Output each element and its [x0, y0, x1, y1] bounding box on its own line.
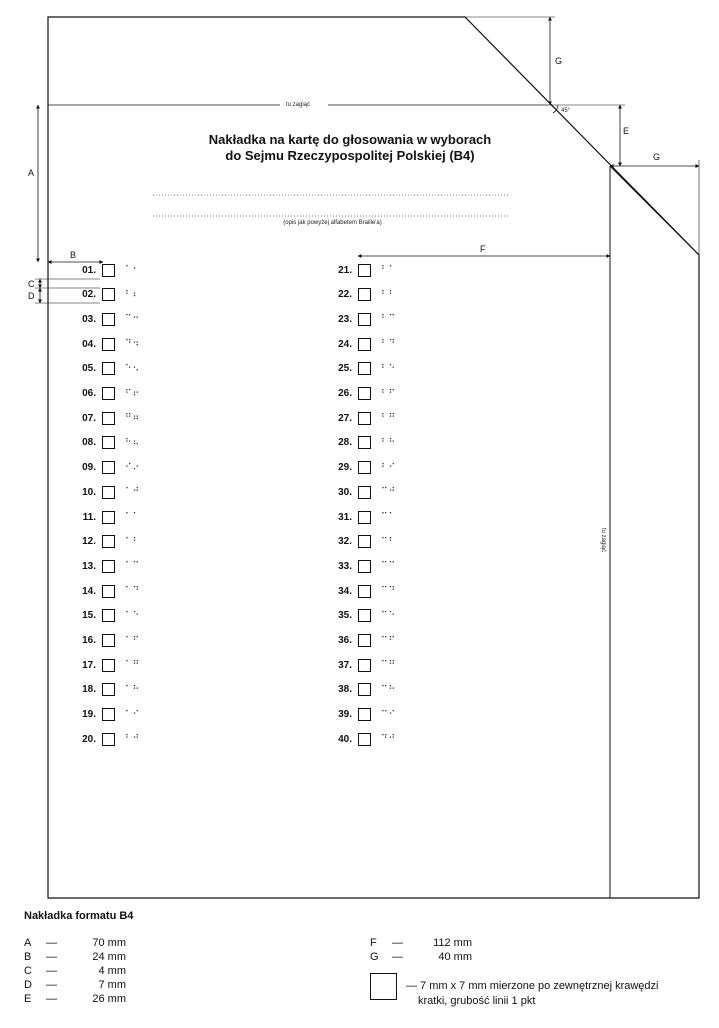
candidate-number: 17.	[82, 659, 96, 671]
legend-value: 4 mm	[98, 965, 126, 977]
vote-checkbox[interactable]	[102, 511, 115, 524]
candidate-row	[322, 262, 396, 278]
candidate-row	[66, 657, 140, 673]
angle-label: 45°	[561, 108, 571, 114]
candidate-number: 19.	[82, 709, 96, 721]
candidate-row	[66, 633, 140, 649]
candidate-number: 18.	[82, 684, 96, 696]
title-line-1: Nakładka na kartę do głosowania w wyborach	[208, 132, 492, 147]
vote-checkbox[interactable]	[358, 634, 371, 647]
candidate-row	[66, 386, 140, 402]
braille-number: ⠉⠃	[381, 536, 397, 547]
candidate-row	[322, 558, 396, 574]
braille-number: ⠓⠦	[125, 437, 141, 448]
vote-checkbox[interactable]	[102, 609, 115, 622]
legend-key: B	[24, 951, 32, 963]
legend-value: 24 mm	[92, 951, 126, 963]
braille-number: ⠉⠁	[381, 512, 397, 522]
braille-number: ⠉⠋	[381, 635, 397, 646]
candidate-row	[66, 460, 140, 476]
candidate-row	[322, 287, 396, 303]
legend-item	[24, 992, 126, 1006]
vote-checkbox[interactable]	[102, 313, 115, 326]
candidate-row	[66, 534, 140, 550]
candidate-number: 38.	[338, 684, 352, 696]
candidate-row	[322, 682, 396, 698]
candidate-row	[322, 336, 396, 352]
braille-number: ⠉⠚	[381, 487, 397, 498]
candidate-row	[322, 460, 396, 476]
candidate-row	[66, 361, 140, 377]
braille-number: ⠃⠊	[381, 462, 397, 473]
vote-checkbox[interactable]	[358, 412, 371, 425]
candidate-number: 16.	[82, 635, 96, 646]
candidate-row	[322, 633, 396, 649]
legend-value: 26 mm	[92, 993, 126, 1005]
candidate-row	[66, 336, 140, 352]
legend-item	[24, 978, 126, 992]
candidate-number: 05.	[82, 363, 96, 375]
braille-number: ⠉⠉	[381, 561, 397, 572]
candidate-number: 22.	[338, 289, 352, 301]
braille-number: ⠙⠲	[125, 339, 141, 350]
vote-checkbox[interactable]	[358, 264, 371, 277]
braille-number: ⠊⠔	[125, 462, 141, 473]
braille-number: ⠋⠖	[125, 388, 141, 399]
description-caption: (opis jak powyżej alfabetem Braille'a)	[283, 220, 382, 226]
candidate-number: 37.	[338, 659, 352, 671]
dimension-b-label: B	[70, 250, 77, 260]
candidate-number: 40.	[338, 733, 352, 745]
legend-key: F	[370, 937, 377, 949]
candidate-row	[66, 731, 140, 747]
candidate-row	[66, 509, 140, 525]
legend-dash: —	[392, 951, 403, 963]
candidate-number: 24.	[338, 338, 352, 350]
candidate-row	[66, 608, 140, 624]
legend-key: A	[24, 937, 32, 949]
candidate-number: 04.	[82, 338, 96, 350]
vote-checkbox[interactable]	[358, 733, 371, 746]
legend-dash: —	[46, 993, 57, 1005]
legend-dash: —	[392, 937, 403, 949]
candidate-number: 01.	[82, 264, 96, 276]
legend-item	[370, 936, 472, 950]
vote-checkbox[interactable]	[102, 288, 115, 301]
braille-number: ⠃⠉	[381, 314, 397, 325]
dimension-a-label: A	[28, 168, 35, 178]
candidate-number: 30.	[338, 486, 352, 498]
vote-checkbox[interactable]	[358, 387, 371, 400]
vote-checkbox[interactable]	[358, 511, 371, 524]
vote-checkbox[interactable]	[102, 264, 115, 277]
candidate-row	[66, 311, 140, 327]
braille-number: ⠁⠓	[125, 684, 141, 695]
vote-checkbox[interactable]	[358, 609, 371, 622]
candidate-row	[322, 311, 396, 327]
vote-checkbox[interactable]	[358, 535, 371, 548]
vote-checkbox[interactable]	[102, 436, 115, 449]
vote-checkbox[interactable]	[102, 486, 115, 499]
candidate-number: 35.	[338, 610, 352, 622]
braille-number: ⠁⠉	[125, 561, 141, 572]
candidate-number: 15.	[82, 610, 96, 622]
candidate-number: 14.	[82, 585, 96, 597]
vote-checkbox[interactable]	[358, 461, 371, 474]
legend-dash: —	[46, 937, 57, 949]
vote-checkbox[interactable]	[358, 659, 371, 672]
vote-checkbox[interactable]	[358, 288, 371, 301]
legend-right-column	[370, 936, 472, 964]
candidate-number: 25.	[338, 363, 352, 375]
candidate-number: 13.	[82, 560, 96, 572]
dimension-c-label: C	[28, 279, 35, 289]
braille-number: ⠁⠛	[125, 660, 141, 671]
title-line-2: do Sejmu Rzeczypospolitej Polskiej (B4)	[225, 148, 475, 163]
candidate-number: 28.	[338, 437, 352, 449]
vote-checkbox[interactable]	[358, 338, 371, 351]
braille-number: ⠃⠁	[381, 265, 397, 275]
dimension-g-top-label: G	[555, 56, 563, 66]
candidate-number: 39.	[338, 709, 352, 721]
vote-checkbox[interactable]	[102, 733, 115, 746]
vote-checkbox[interactable]	[102, 659, 115, 672]
braille-number: ⠉⠙	[381, 586, 397, 597]
braille-number: ⠁⠋	[125, 635, 141, 646]
candidate-number: 03.	[82, 313, 96, 325]
braille-number: ⠃⠓	[381, 437, 397, 448]
braille-number: ⠃⠋	[381, 388, 397, 399]
vote-checkbox[interactable]	[102, 338, 115, 351]
candidate-row	[322, 707, 396, 723]
dimension-f-label: F	[480, 244, 486, 254]
page-title	[150, 132, 550, 164]
braille-number: ⠙⠚	[381, 734, 397, 745]
vote-checkbox[interactable]	[358, 313, 371, 326]
braille-number: ⠃⠃	[381, 289, 397, 300]
candidate-number: 06.	[82, 388, 96, 399]
vote-checkbox[interactable]	[358, 585, 371, 598]
legend-checkbox-sample	[370, 973, 397, 1000]
braille-number: ⠛⠶	[125, 413, 141, 424]
vote-checkbox[interactable]	[358, 560, 371, 573]
candidate-row	[322, 484, 396, 500]
corner-cut	[610, 166, 699, 255]
vote-checkbox[interactable]	[358, 708, 371, 721]
legend-key: E	[24, 993, 32, 1005]
candidate-number: 10.	[82, 486, 96, 498]
braille-number: ⠁⠙	[125, 586, 141, 597]
candidate-row	[66, 484, 140, 500]
candidate-row	[322, 386, 396, 402]
braille-number: ⠁⠚	[125, 487, 141, 498]
candidate-number: 09.	[82, 462, 96, 474]
dimension-e-label: E	[623, 126, 630, 136]
candidate-row	[322, 361, 396, 377]
vote-checkbox[interactable]	[358, 486, 371, 499]
candidate-row	[322, 657, 396, 673]
candidate-number: 36.	[338, 635, 352, 646]
legend-item	[24, 936, 126, 950]
candidate-number: 33.	[338, 560, 352, 572]
candidate-row	[66, 682, 140, 698]
dimension-d-label: D	[28, 291, 35, 301]
candidate-row	[322, 410, 396, 426]
legend-title: Nakładka formatu B4	[24, 910, 134, 922]
fold-label: tu zagiąć	[286, 102, 311, 108]
candidate-row	[66, 707, 140, 723]
candidate-row	[66, 287, 140, 303]
candidate-number: 27.	[338, 412, 352, 424]
vote-checkbox[interactable]	[358, 683, 371, 696]
vote-checkbox[interactable]	[102, 362, 115, 375]
braille-number: ⠁⠊	[125, 709, 141, 720]
candidate-row	[322, 583, 396, 599]
legend-box-note-line-1: — 7 mm x 7 mm mierzone po zewnętrznej krawędzi	[406, 980, 659, 992]
braille-number: ⠃⠑	[381, 363, 397, 374]
legend-key: D	[24, 979, 32, 991]
vote-checkbox[interactable]	[358, 362, 371, 375]
candidate-number: 26.	[338, 388, 352, 399]
candidate-row	[322, 435, 396, 451]
legend-item	[370, 950, 472, 964]
vote-checkbox[interactable]	[102, 634, 115, 647]
braille-number: ⠃⠆	[125, 289, 141, 300]
candidate-row	[66, 435, 140, 451]
candidate-number: 31.	[338, 511, 352, 523]
vote-checkbox[interactable]	[102, 535, 115, 548]
braille-number: ⠉⠒	[125, 314, 141, 325]
candidate-number: 23.	[338, 313, 352, 325]
candidate-row	[66, 262, 140, 278]
candidate-row	[322, 534, 396, 550]
legend-dash: —	[46, 951, 57, 963]
candidate-row	[66, 583, 140, 599]
braille-number: ⠉⠑	[381, 610, 397, 621]
legend-left-column	[24, 936, 126, 1006]
vote-checkbox[interactable]	[102, 412, 115, 425]
candidate-number: 07.	[82, 412, 96, 424]
vote-checkbox[interactable]	[102, 585, 115, 598]
legend-item	[24, 950, 126, 964]
legend-value: 40 mm	[438, 951, 472, 963]
braille-number: ⠁⠁	[125, 512, 141, 522]
candidate-row	[66, 410, 140, 426]
braille-number: ⠑⠢	[125, 363, 141, 374]
vote-checkbox[interactable]	[102, 387, 115, 400]
candidate-number: 02.	[82, 289, 96, 301]
candidate-row	[322, 608, 396, 624]
candidate-number: 12.	[82, 536, 96, 548]
candidate-number: 08.	[82, 437, 96, 449]
legend-value: 70 mm	[92, 937, 126, 949]
legend-box-note	[406, 979, 706, 1009]
legend-item	[24, 964, 126, 978]
legend-dash: —	[46, 979, 57, 991]
braille-number: ⠉⠓	[381, 684, 397, 695]
dimension-g-side-label: G	[653, 152, 661, 162]
braille-number: ⠉⠊	[381, 709, 397, 720]
candidate-number: 29.	[338, 462, 352, 474]
braille-number: ⠁⠃	[125, 536, 141, 547]
legend-box-note-line-2: kratki, grubość linii 1 pkt	[418, 995, 536, 1007]
vote-checkbox[interactable]	[102, 683, 115, 696]
vote-checkbox[interactable]	[358, 436, 371, 449]
candidate-number: 20.	[82, 733, 96, 745]
braille-number: ⠁⠑	[125, 610, 141, 621]
legend-key: G	[370, 951, 379, 963]
candidate-number: 32.	[338, 536, 352, 548]
braille-number: ⠉⠛	[381, 660, 397, 671]
braille-number: ⠃⠚	[125, 734, 141, 745]
vote-checkbox[interactable]	[102, 461, 115, 474]
candidate-number: 21.	[338, 264, 352, 276]
fold-label-side: tu zagiąć	[600, 528, 606, 553]
vote-checkbox[interactable]	[102, 708, 115, 721]
legend-key: C	[24, 965, 32, 977]
candidate-row	[322, 731, 396, 747]
candidate-row	[322, 509, 396, 525]
legend-dash: —	[46, 965, 57, 977]
legend-value: 112 mm	[433, 937, 472, 949]
vote-checkbox[interactable]	[102, 560, 115, 573]
legend-value: 7 mm	[98, 979, 126, 991]
braille-number: ⠃⠛	[381, 413, 397, 424]
braille-number: ⠃⠙	[381, 339, 397, 350]
braille-number: ⠁⠂	[125, 265, 141, 275]
candidate-number: 34.	[338, 585, 352, 597]
candidate-row	[66, 558, 140, 574]
candidate-number: 11.	[82, 511, 96, 523]
